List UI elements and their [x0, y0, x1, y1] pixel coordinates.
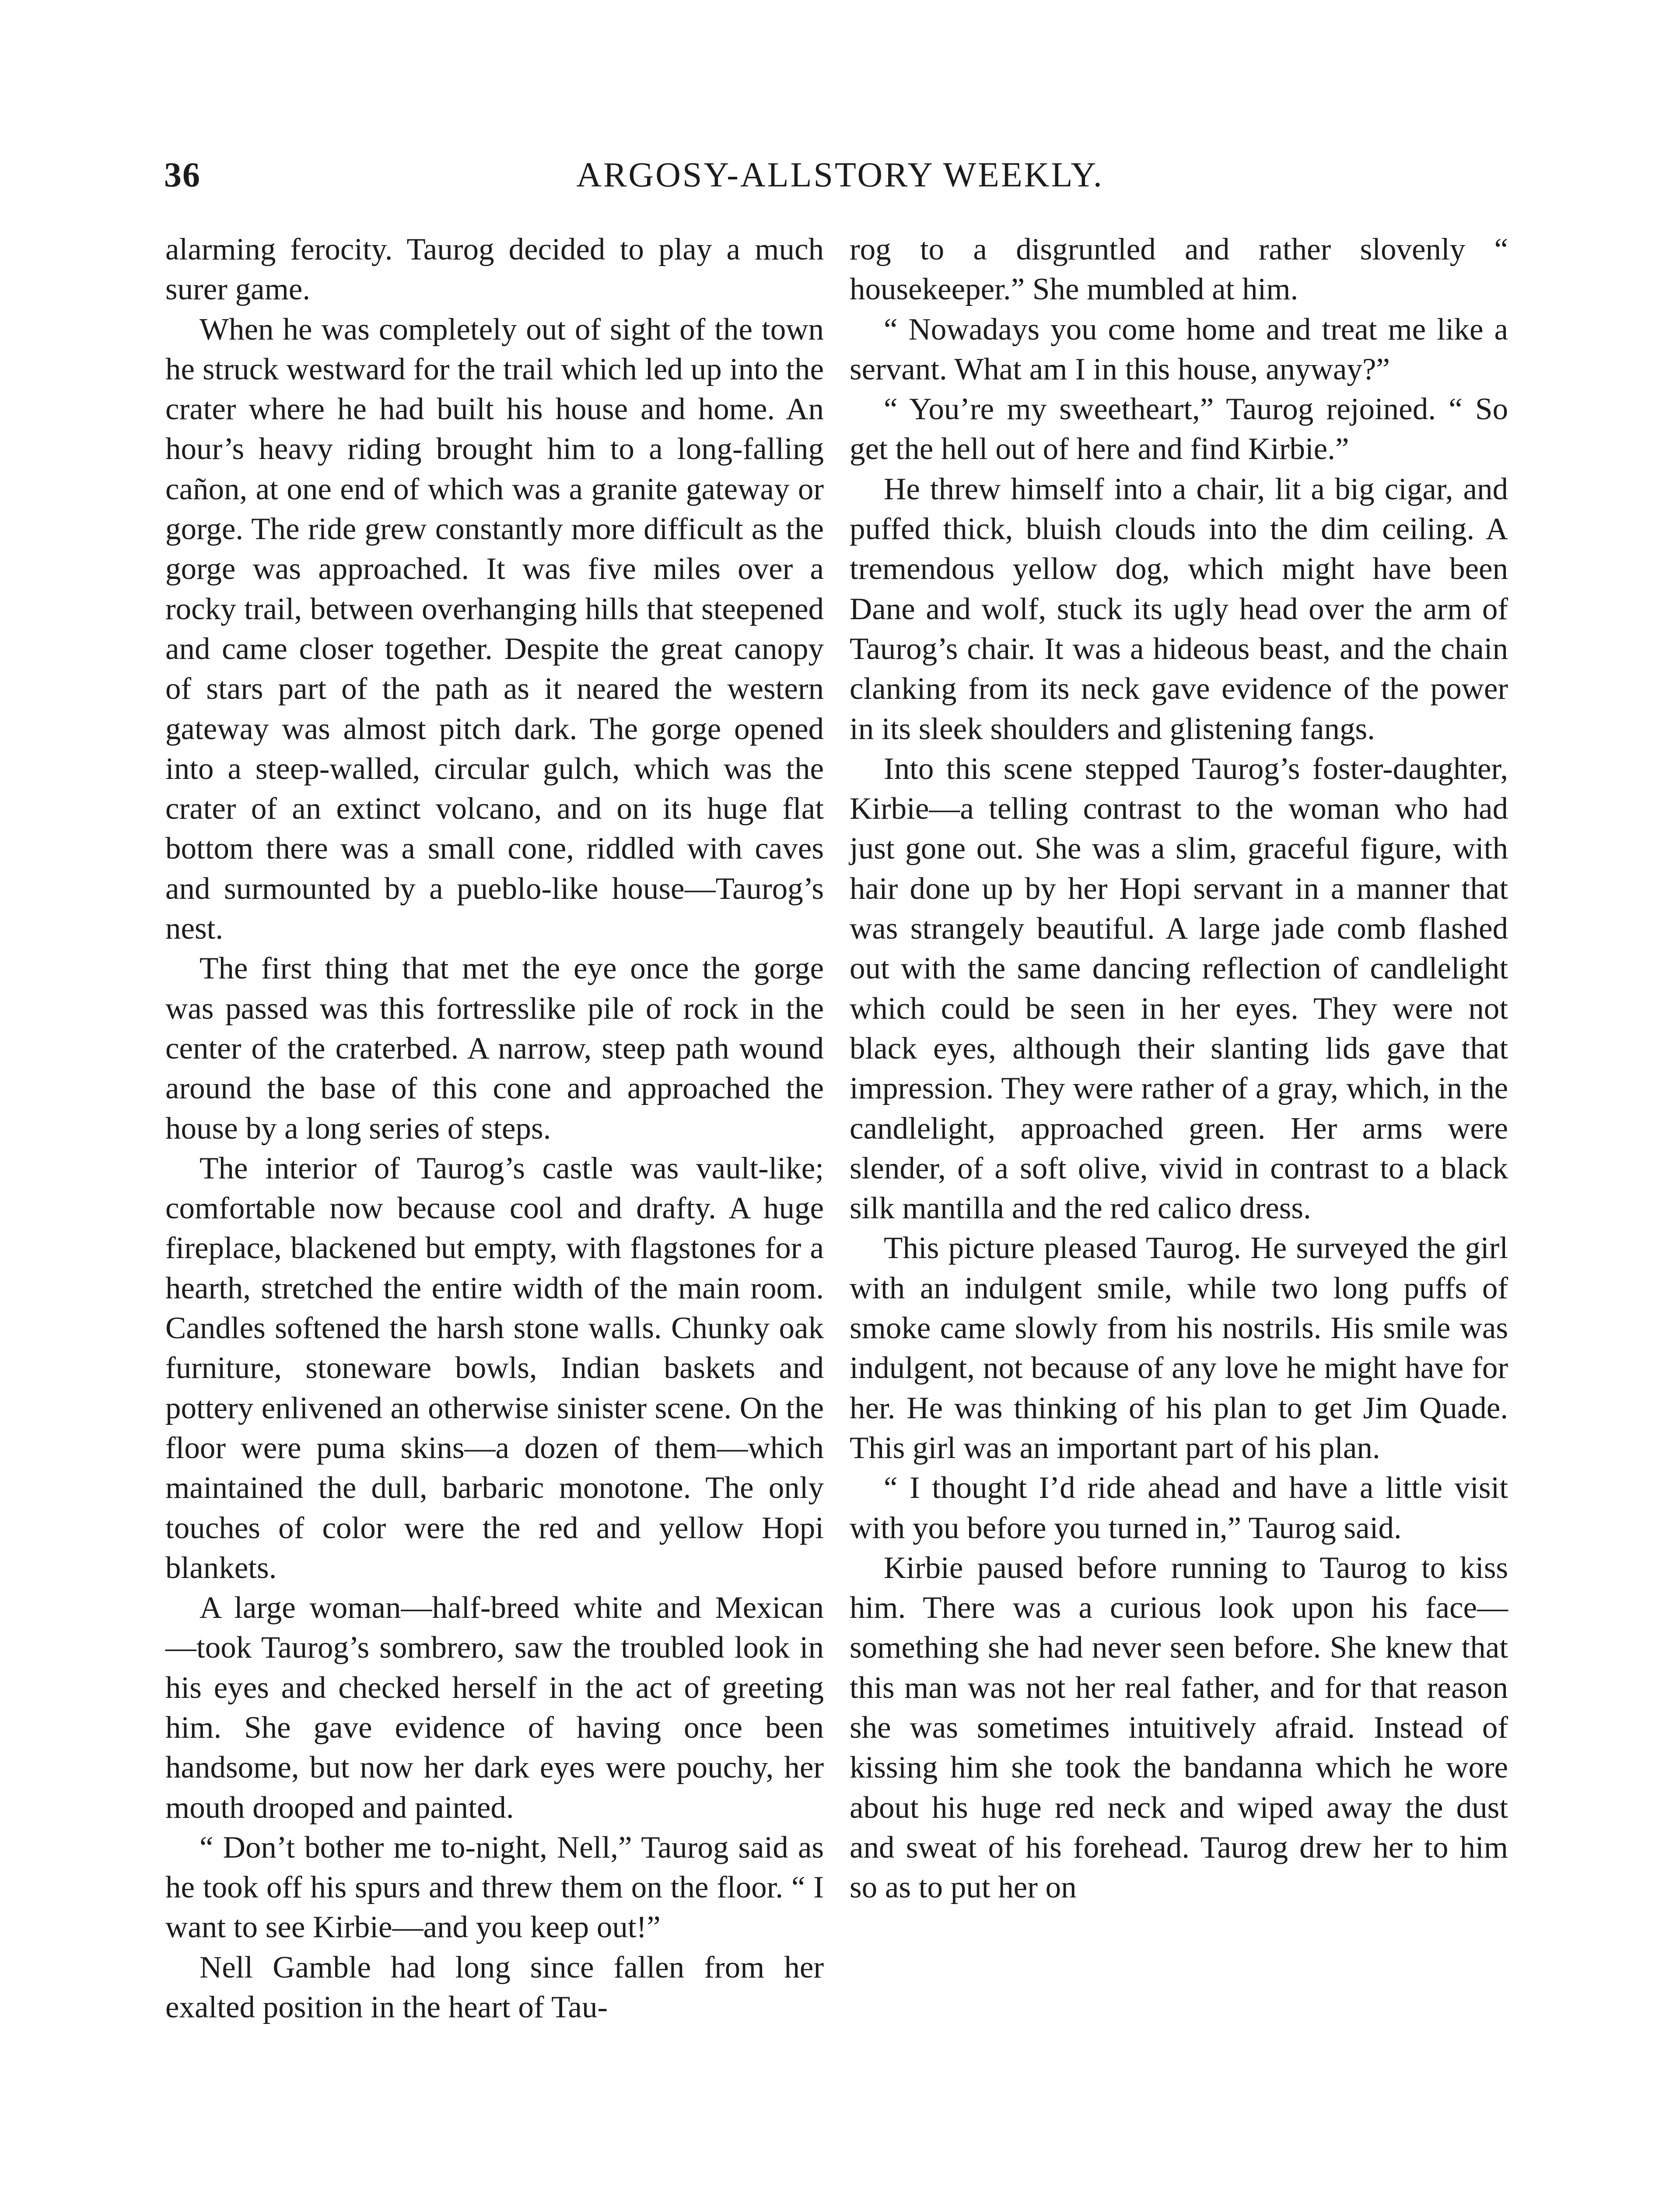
paragraph: This picture pleased Taurog. He surveyed the girl with an indulgent smile, while two long puffs of smoke came slowly from his nostrils. His smile was indulgent, not because of any love he might have for her. He was thinking of his plan to get Jim Quade. This girl was an important part of his plan.	[850, 1231, 1508, 1465]
left-column	[165, 230, 824, 2027]
paragraph: Nell Gamble had long since fallen from her exalted position in the heart of Tau-	[165, 1950, 824, 2025]
paragraph: When he was completely out of sight of the town he struck westward for the trail which led up into the crater where he had built his house and home. An hour’s heavy riding brought him to a long-falling cañon, at one end of which was a granite gateway or gorge. The ride grew constantly more difficult as the gorge was approached. It was five miles over a rocky trail, between overhanging hills that steepened and came closer together. Despite the great canopy of stars part of the path as it neared the western gateway was almost pitch dark. The gorge opened into a steep-walled, circular gulch, which was the crater of an extinct volcano, and on its huge flat bottom there was a small cone, riddled with caves and surmounted by a pueblo-like house—Taurog’s nest.	[165, 312, 824, 946]
paragraph: “ Don’t bother me to-night, Nell,” Taurog said as he took off his spurs and threw them on the floor. “ I want to see Kirbie—and you keep out!”	[165, 1830, 824, 1945]
paragraph: “ You’re my sweetheart,” Taurog rejoined. “ So get the hell out of here and find Kirbie.”	[850, 392, 1508, 466]
paragraph: alarming ferocity. Taurog decided to play a much surer game.	[165, 232, 824, 307]
paragraph: Into this scene stepped Taurog’s foster-daughter, Kirbie—a telling contrast to the woman who had just gone out. She was a slim, graceful figure, with hair done up by her Hopi servant in a manner that was strangely beautiful. A large jade comb flashed out with the same dancing reflection of candlelight which could be seen in her eyes. They were not black eyes, although their slanting lids gave that impression. They were rather of a gray, which, in the candlelight, approached green. Her arms were slender, of a soft olive, vivid in contrast to a black silk mantilla and the red calico dress.	[850, 751, 1508, 1226]
paragraph: rog to a disgruntled and rather slovenly “ housekeeper.” She mumbled at him.	[850, 232, 1508, 307]
paragraph: Kirbie paused before running to Taurog to kiss him. There was a curious look upon his face—something she had never seen before. She knew that this man was not her real father, and for that reason she was sometimes intuitively afraid. Instead of kissing him she took the bandanna which he wore about his huge red neck and wiped away the dust and sweat of his forehead. Taurog drew her to him so as to put her on	[850, 1550, 1508, 1905]
paragraph: A large woman—half-breed white and Mexican—took Taurog’s sombrero, saw the troubled look in his eyes and checked herself in the act of greeting him. She gave evidence of having once been handsome, but now her dark eyes were pouchy, her mouth drooped and painted.	[165, 1591, 824, 1825]
paragraph: The interior of Taurog’s castle was vault-like; comfortable now because cool and drafty. A huge fireplace, blackened but empty, with flagstones for a hearth, stretched the entire width of the main room. Candles softened the harsh stone walls. Chunky oak furniture, stoneware bowls, Indian baskets and pottery enlivened an otherwise sinister scene. On the floor were puma skins—a dozen of them—which maintained the dull, barbaric monotone. The only touches of color were the red and yellow Hopi blankets.	[165, 1151, 824, 1585]
paragraph: He threw himself into a chair, lit a big cigar, and puffed thick, bluish clouds into the dim ceiling. A tremendous yellow dog, which might have been Dane and wolf, stuck its ugly head over the arm of Taurog’s chair. It was a hideous beast, and the chain clanking from its neck gave evidence of the power in its sleek shoulders and glistening fangs.	[850, 472, 1508, 746]
page-number: 36	[164, 156, 201, 194]
running-title: ARGOSY-ALLSTORY WEEKLY.	[576, 156, 1104, 194]
right-column	[850, 230, 1508, 1907]
paragraph: “ Nowadays you come home and treat me like a servant. What am I in this house, anyway?”	[850, 312, 1508, 386]
paragraph: The first thing that met the eye once the gorge was passed was this fortresslike pile of rock in the center of the craterbed. A narrow, steep path wound around the base of this cone and approached the house by a long series of steps.	[165, 951, 824, 1146]
paragraph: “ I thought I’d ride ahead and have a little visit with you before you turned in,” Taurog said.	[850, 1471, 1508, 1545]
